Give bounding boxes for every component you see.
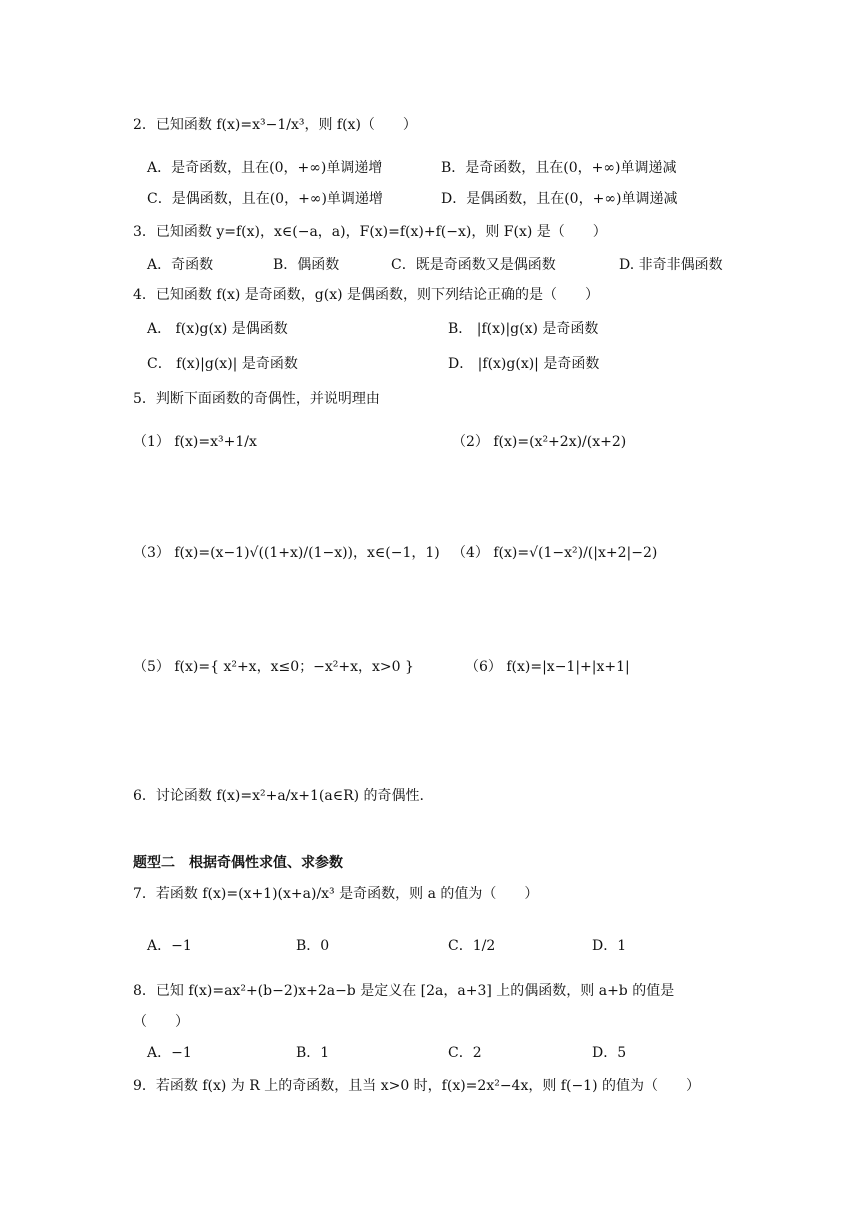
q3-option-d: D. 非奇非偶函数 [619, 257, 723, 273]
q9-stem: 9．若函数 f(x) 为 R 上的奇函数，且当 x>0 时，f(x)=2x²−4x，则 f(−1) 的值为（ ） [133, 1078, 701, 1094]
q8-option-a: A．−1 [147, 1045, 192, 1061]
q5-part-5: （5） f(x)={ x²+x，x≤0；−x²+x，x>0 } [133, 659, 414, 675]
q4-option-d: D． |f(x)g(x)| 是奇函数 [448, 356, 600, 372]
q4-option-a: A． f(x)g(x) 是偶函数 [147, 321, 288, 337]
q3-option-a: A．奇函数 [147, 257, 214, 273]
q8-option-d: D．5 [592, 1045, 627, 1061]
q7-stem: 7．若函数 f(x)=(x+1)(x+a)/x³ 是奇函数，则 a 的值为（ ） [133, 886, 539, 902]
q3-stem: 3．已知函数 y=f(x)，x∈(−a，a)，F(x)=f(x)+f(−x)，则 F(x) 是（ ） [133, 224, 607, 240]
q2-option-c: C．是偶函数，且在(0，+∞)单调递增 [147, 191, 383, 207]
q5-part-2: （2） f(x)=(x²+2x)/(x+2) [452, 434, 627, 450]
q8-option-b: B．1 [296, 1045, 330, 1061]
q5-part-4: （4） f(x)=√(1−x²)/(|x+2|−2) [452, 545, 658, 561]
q2-stem: 2．已知函数 f(x)=x³−1/x³，则 f(x)（ ） [133, 117, 417, 133]
q5-stem: 5．判断下面函数的奇偶性，并说明理由 [133, 391, 380, 407]
q3-option-b: B．偶函数 [273, 257, 340, 273]
q2-option-a: A．是奇函数，且在(0，+∞)单调递增 [147, 160, 383, 176]
q7-option-b: B．0 [296, 938, 330, 954]
q7-option-d: D．1 [592, 938, 627, 954]
q7-option-c: C．1/2 [448, 938, 496, 954]
q8-stem-continued: （ ） [133, 1014, 189, 1030]
q2-option-b: B．是奇函数，且在(0，+∞)单调递减 [441, 160, 677, 176]
q2-option-d: D．是偶函数，且在(0，+∞)单调递减 [441, 191, 678, 207]
q6-stem: 6．讨论函数 f(x)=x²+a/x+1(a∈R) 的奇偶性. [133, 788, 424, 804]
q8-option-c: C．2 [448, 1045, 482, 1061]
q3-option-c: C．既是奇函数又是偶函数 [391, 257, 556, 273]
q7-option-a: A．−1 [147, 938, 192, 954]
q8-stem: 8．已知 f(x)=ax²+(b−2)x+2a−b 是定义在 [2a，a+3] 上的偶函数，则 a+b 的值是 [133, 983, 675, 999]
q5-part-1: （1） f(x)=x³+1/x [133, 434, 257, 450]
q4-option-c: C． f(x)|g(x)| 是奇函数 [147, 356, 298, 372]
q4-stem: 4．已知函数 f(x) 是奇函数，g(x) 是偶函数，则下列结论正确的是（ ） [133, 287, 600, 303]
q5-part-3: （3） f(x)=(x−1)√((1+x)/(1−x))，x∈(−1，1) [133, 545, 440, 561]
q5-part-6: （6） f(x)=|x−1|+|x+1| [465, 659, 630, 675]
q4-option-b: B． |f(x)|g(x) 是奇函数 [448, 321, 599, 337]
section-title: 题型二 根据奇偶性求值、求参数 [133, 855, 343, 871]
